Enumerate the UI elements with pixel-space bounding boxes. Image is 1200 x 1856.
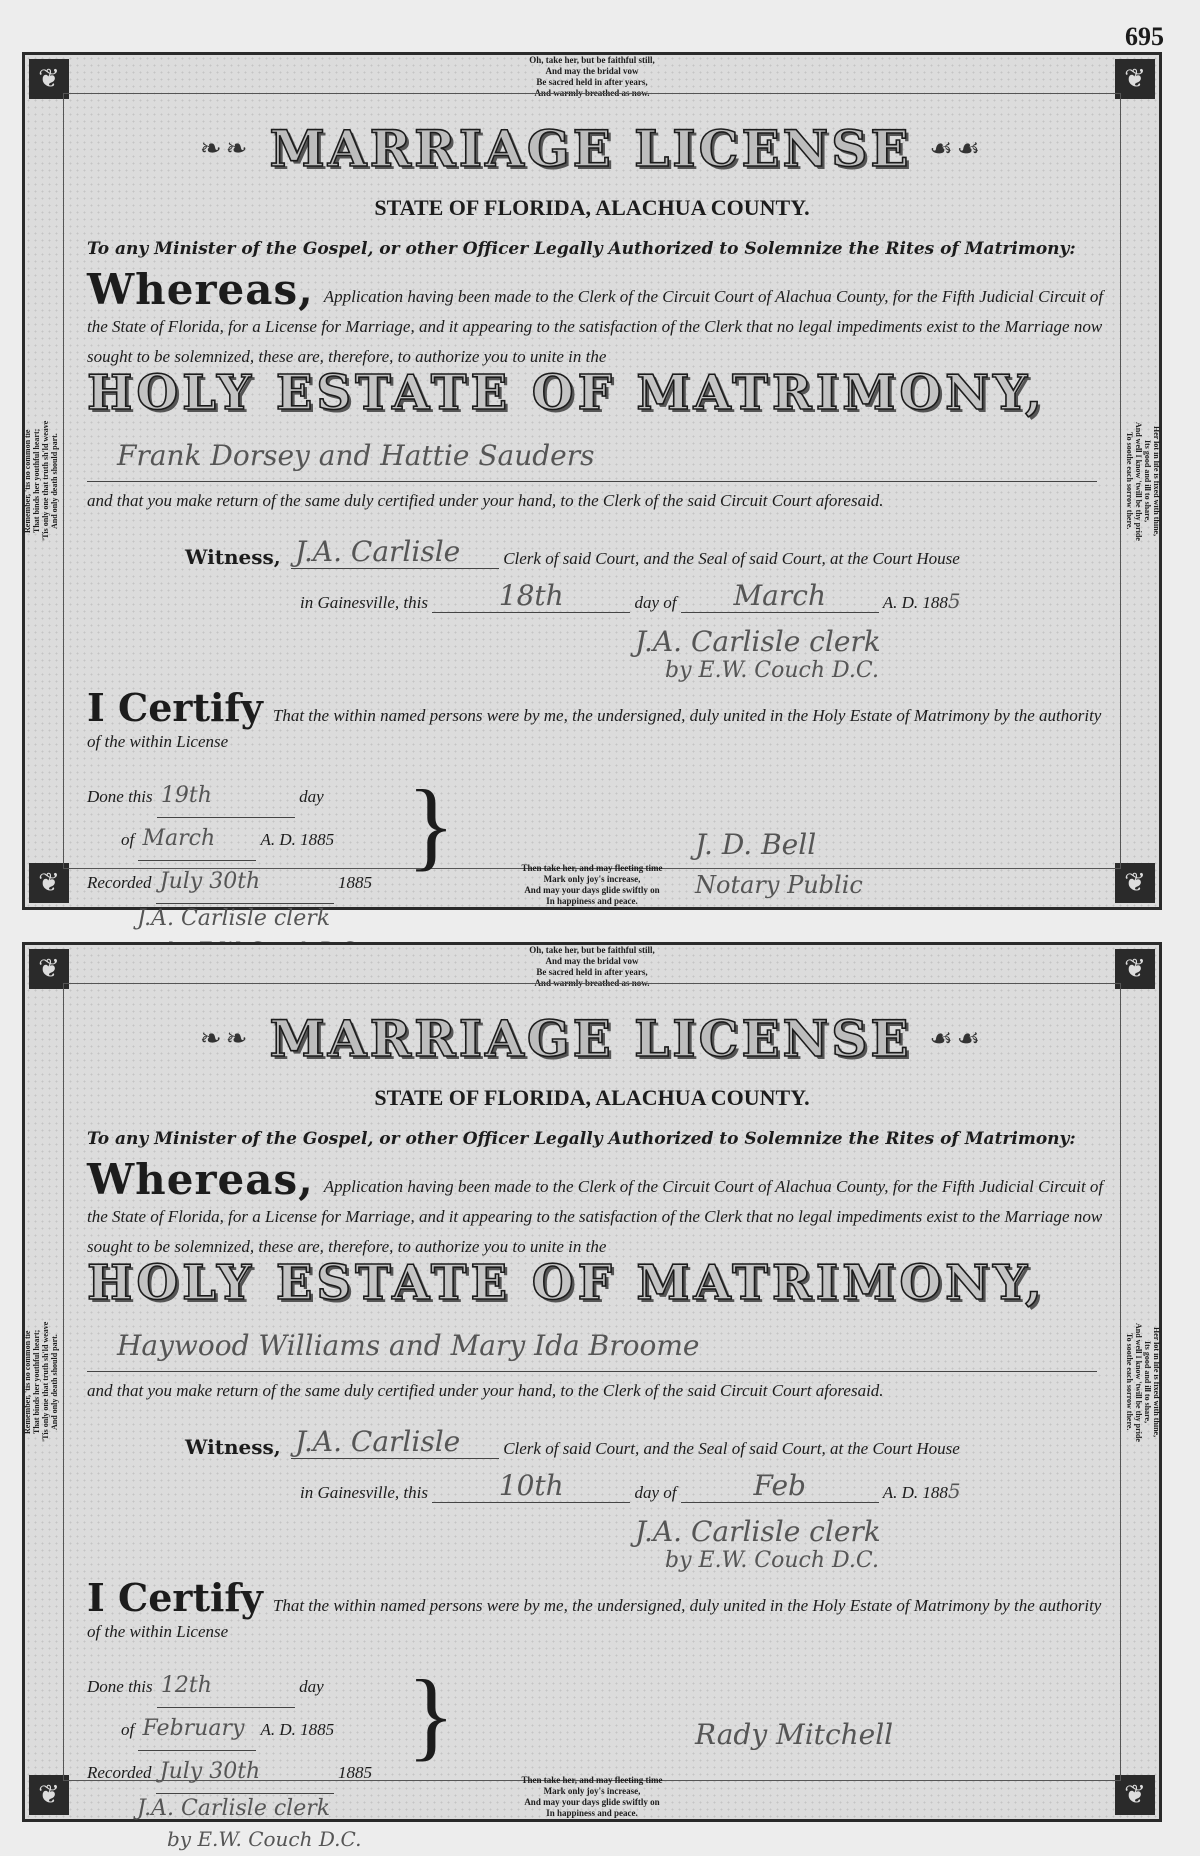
done-month: February bbox=[138, 1708, 256, 1751]
verse-line: Her lot in life is fixed with thine, bbox=[1152, 1326, 1161, 1438]
verse-line: And may your days glide swiftly on bbox=[524, 1797, 660, 1807]
verse-line: In happiness and peace. bbox=[546, 1808, 638, 1818]
witness-label: Witness, bbox=[185, 545, 281, 569]
verse-bottom bbox=[25, 1775, 1159, 1819]
corner-ornament-icon: ❦ bbox=[1115, 59, 1155, 99]
corner-ornament-icon: ❦ bbox=[1115, 863, 1155, 903]
certify-text: That the within named persons were by me, the undersigned, duly united in the Holy Estate of Matrimony by the authority of the within License bbox=[87, 706, 1102, 751]
verse-left bbox=[23, 411, 59, 551]
state-county-heading: STATE OF FLORIDA, ALACHUA COUNTY. bbox=[374, 1085, 810, 1110]
verse-bottom bbox=[25, 863, 1159, 907]
done-year: A. D. 1885 bbox=[260, 1720, 335, 1739]
ad-prefix: A. D. 188 bbox=[882, 593, 948, 612]
verse-line: And may the bridal vow bbox=[545, 66, 639, 76]
done-year: A. D. 1885 bbox=[260, 830, 335, 849]
solemnization-record bbox=[87, 1659, 455, 1854]
done-month-line bbox=[87, 818, 372, 861]
verse-line: Mark only joy's increase, bbox=[543, 874, 641, 884]
license-title: MARRIAGE LICENSE bbox=[269, 1009, 912, 1068]
of-label: of bbox=[121, 1720, 135, 1739]
deputy-signature: by E.W. Couch D.C. bbox=[665, 658, 879, 683]
ad-prefix: A. D. 188 bbox=[882, 1483, 948, 1502]
ad-year: 5 bbox=[947, 589, 961, 613]
license-month: Feb bbox=[681, 1469, 879, 1503]
verse-line: And well I know 'twill be thy pride bbox=[1134, 421, 1143, 541]
verse-line: That binds her youthful heart; bbox=[32, 428, 41, 534]
names-line bbox=[87, 439, 1097, 482]
holy-estate-heading: HOLY ESTATE OF MATRIMONY, bbox=[87, 1255, 1046, 1311]
done-month: March bbox=[138, 818, 256, 861]
recorded-deputy-signature: by E.W. Couch D.C. bbox=[167, 1827, 362, 1851]
verse-right bbox=[1125, 1312, 1161, 1452]
verse-line: Remember, 'tis no common tie bbox=[23, 429, 32, 533]
witness-label: Witness, bbox=[185, 1435, 281, 1459]
verse-line: And well I know 'twill be thy pride bbox=[1134, 1322, 1143, 1442]
done-line bbox=[87, 1665, 372, 1708]
verse-line: And only death should part. bbox=[50, 1334, 59, 1430]
corner-ornament-icon: ❦ bbox=[29, 863, 69, 903]
recorded-label: Recorded bbox=[87, 873, 152, 892]
verse-line: 'Tis only one that truth sh'ld weave bbox=[41, 1321, 50, 1443]
verse-line: And warmly breathed as now. bbox=[534, 88, 650, 98]
recorded-date: July 30th bbox=[156, 861, 334, 904]
verse-line: 'Tis only one that truth sh'ld weave bbox=[41, 420, 50, 542]
brace-icon: } bbox=[407, 1659, 455, 1770]
done-day: 19th bbox=[157, 775, 295, 818]
recorded-year: 1885 bbox=[338, 1763, 373, 1782]
place-prefix: in Gainesville, this bbox=[300, 1483, 428, 1502]
recorded-date: July 30th bbox=[156, 1751, 334, 1794]
address-line: To any Minister of the Gospel, or other Officer Legally Authorized to Solemnize the Rites of Matrimony: bbox=[87, 239, 1076, 259]
recorded-label: Recorded bbox=[87, 1763, 152, 1782]
of-label: of bbox=[121, 830, 135, 849]
deputy-signature: by E.W. Couch D.C. bbox=[665, 1548, 879, 1573]
day-of-label: day of bbox=[634, 593, 677, 612]
recorded-signature: J.A. Carlisle clerk bbox=[137, 1796, 331, 1821]
done-day-label: day bbox=[299, 787, 324, 806]
verse-line: Its good and ill to share, bbox=[1143, 1340, 1152, 1424]
done-day-label: day bbox=[299, 1677, 324, 1696]
title-row bbox=[25, 119, 1159, 178]
day-of-label: day of bbox=[634, 1483, 677, 1502]
witness-signature: J.A. Carlisle bbox=[291, 1425, 499, 1459]
license-month: March bbox=[681, 579, 879, 613]
corner-ornament-icon: ❦ bbox=[29, 949, 69, 989]
verse-line: Be sacred held in after years, bbox=[536, 77, 648, 87]
certify-paragraph bbox=[87, 1575, 1109, 1645]
couple-names: Frank Dorsey and Hattie Sauders bbox=[117, 439, 595, 472]
done-month-line bbox=[87, 1708, 372, 1751]
scroll-ornament-icon: ☙☙ bbox=[929, 133, 985, 163]
verse-line: Then take her, and may fleeting time bbox=[521, 1775, 663, 1785]
scroll-ornament-icon: ☙☙ bbox=[929, 1023, 985, 1053]
page-number: 695 bbox=[1125, 22, 1164, 51]
done-label: Done this bbox=[87, 787, 153, 806]
verse-line: Oh, take her, but be faithful still, bbox=[529, 55, 655, 65]
done-label: Done this bbox=[87, 1677, 153, 1696]
verse-line: In happiness and peace. bbox=[546, 896, 638, 906]
witness-line bbox=[185, 535, 1125, 569]
clerk-signature-block bbox=[635, 625, 881, 683]
address-line: To any Minister of the Gospel, or other Officer Legally Authorized to Solemnize the Rites of Matrimony: bbox=[87, 1129, 1076, 1149]
clerk-signature: J.A. Carlisle clerk bbox=[635, 625, 881, 658]
return-instruction: and that you make return of the same duly certified under your hand, to the Clerk of the said Circuit Court aforesaid. bbox=[87, 491, 884, 510]
officiant-title: Notary Public bbox=[695, 871, 863, 899]
verse-line: And may your days glide swiftly on bbox=[524, 885, 660, 895]
verse-line: To soothe each sorrow there. bbox=[1125, 432, 1134, 530]
date-line bbox=[300, 1469, 1125, 1503]
done-line bbox=[87, 775, 372, 818]
place-prefix: in Gainesville, this bbox=[300, 593, 428, 612]
brace-icon: } bbox=[407, 769, 455, 880]
verse-line: To soothe each sorrow there. bbox=[1125, 1333, 1134, 1431]
whereas-paragraph bbox=[87, 1155, 1109, 1262]
certify-label: I Certify bbox=[87, 685, 263, 730]
names-line bbox=[87, 1329, 1097, 1372]
whereas-label: Whereas, bbox=[87, 265, 314, 314]
done-day: 12th bbox=[157, 1665, 295, 1708]
whereas-paragraph bbox=[87, 265, 1109, 372]
witness-signature: J.A. Carlisle bbox=[291, 535, 499, 569]
license-day: 18th bbox=[432, 579, 630, 613]
verse-line: Be sacred held in after years, bbox=[536, 967, 648, 977]
certify-label: I Certify bbox=[87, 1575, 263, 1620]
verse-line: Oh, take her, but be faithful still, bbox=[529, 945, 655, 955]
officiant-signature: J. D. Bell bbox=[695, 828, 817, 861]
marriage-license-2 bbox=[22, 942, 1162, 1851]
officiant-signature-block bbox=[695, 1715, 893, 1755]
witness-line bbox=[185, 1425, 1125, 1459]
recorded-year: 1885 bbox=[338, 873, 373, 892]
ad-year: 5 bbox=[947, 1479, 961, 1503]
scroll-ornament-icon: ❧❧ bbox=[199, 133, 252, 163]
verse-line: And may the bridal vow bbox=[545, 956, 639, 966]
certify-paragraph bbox=[87, 685, 1109, 755]
verse-line: That binds her youthful heart; bbox=[32, 1329, 41, 1435]
verse-line: And only death should part. bbox=[50, 433, 59, 529]
verse-left bbox=[23, 1312, 59, 1452]
license-day: 10th bbox=[432, 1469, 630, 1503]
verse-line: Mark only joy's increase, bbox=[543, 1786, 641, 1796]
witness-text: Clerk of said Court, and the Seal of said Court, at the Court House bbox=[503, 549, 960, 568]
verse-line: And warmly breathed as now. bbox=[534, 978, 650, 988]
corner-ornament-icon: ❦ bbox=[29, 1775, 69, 1815]
couple-names: Haywood Williams and Mary Ida Broome bbox=[117, 1329, 700, 1362]
recorded-signature: J.A. Carlisle clerk bbox=[137, 906, 331, 931]
officiant-signature: Rady Mitchell bbox=[695, 1718, 894, 1751]
witness-text: Clerk of said Court, and the Seal of said Court, at the Court House bbox=[503, 1439, 960, 1458]
verse-line: Her lot in life is fixed with thine, bbox=[1152, 425, 1161, 537]
whereas-text: Application having been made to the Clerk of the Circuit Court of Alachua County, for the Fifth Judicial Circuit of the State of Florida, for a License for Marriage, and it appearing to the satisfaction of the Clerk that no legal impediments exist to the Marriage now sought to be solemnized, these are, therefore, to authorize you to unite in the bbox=[87, 287, 1104, 366]
verse-right bbox=[1125, 411, 1161, 551]
corner-ornament-icon: ❦ bbox=[1115, 1775, 1155, 1815]
verse-line: Remember, 'tis no common tie bbox=[23, 1330, 32, 1434]
verse-line: Its good and ill to share, bbox=[1143, 439, 1152, 523]
corner-ornament-icon: ❦ bbox=[29, 59, 69, 99]
holy-estate-heading: HOLY ESTATE OF MATRIMONY, bbox=[87, 365, 1046, 421]
license-title: MARRIAGE LICENSE bbox=[269, 119, 912, 178]
date-line bbox=[300, 579, 1125, 613]
return-instruction: and that you make return of the same duly certified under your hand, to the Clerk of the said Circuit Court aforesaid. bbox=[87, 1381, 884, 1400]
marriage-license-1 bbox=[22, 52, 1162, 931]
whereas-text: Application having been made to the Clerk of the Circuit Court of Alachua County, for the Fifth Judicial Circuit of the State of Florida, for a License for Marriage, and it appearing to the satisfaction of the Clerk that no legal impediments exist to the Marriage now sought to be solemnized, these are, therefore, to authorize you to unite in the bbox=[87, 1177, 1104, 1256]
certify-text: That the within named persons were by me, the undersigned, duly united in the Holy Estate of Matrimony by the authority of the within License bbox=[87, 1596, 1102, 1641]
state-county-heading: STATE OF FLORIDA, ALACHUA COUNTY. bbox=[374, 195, 810, 220]
clerk-signature: J.A. Carlisle clerk bbox=[635, 1515, 881, 1548]
scroll-ornament-icon: ❧❧ bbox=[199, 1023, 252, 1053]
whereas-label: Whereas, bbox=[87, 1155, 314, 1204]
clerk-signature-block bbox=[635, 1515, 881, 1573]
title-row bbox=[25, 1009, 1159, 1068]
verse-line: Then take her, and may fleeting time bbox=[521, 863, 663, 873]
corner-ornament-icon: ❦ bbox=[1115, 949, 1155, 989]
